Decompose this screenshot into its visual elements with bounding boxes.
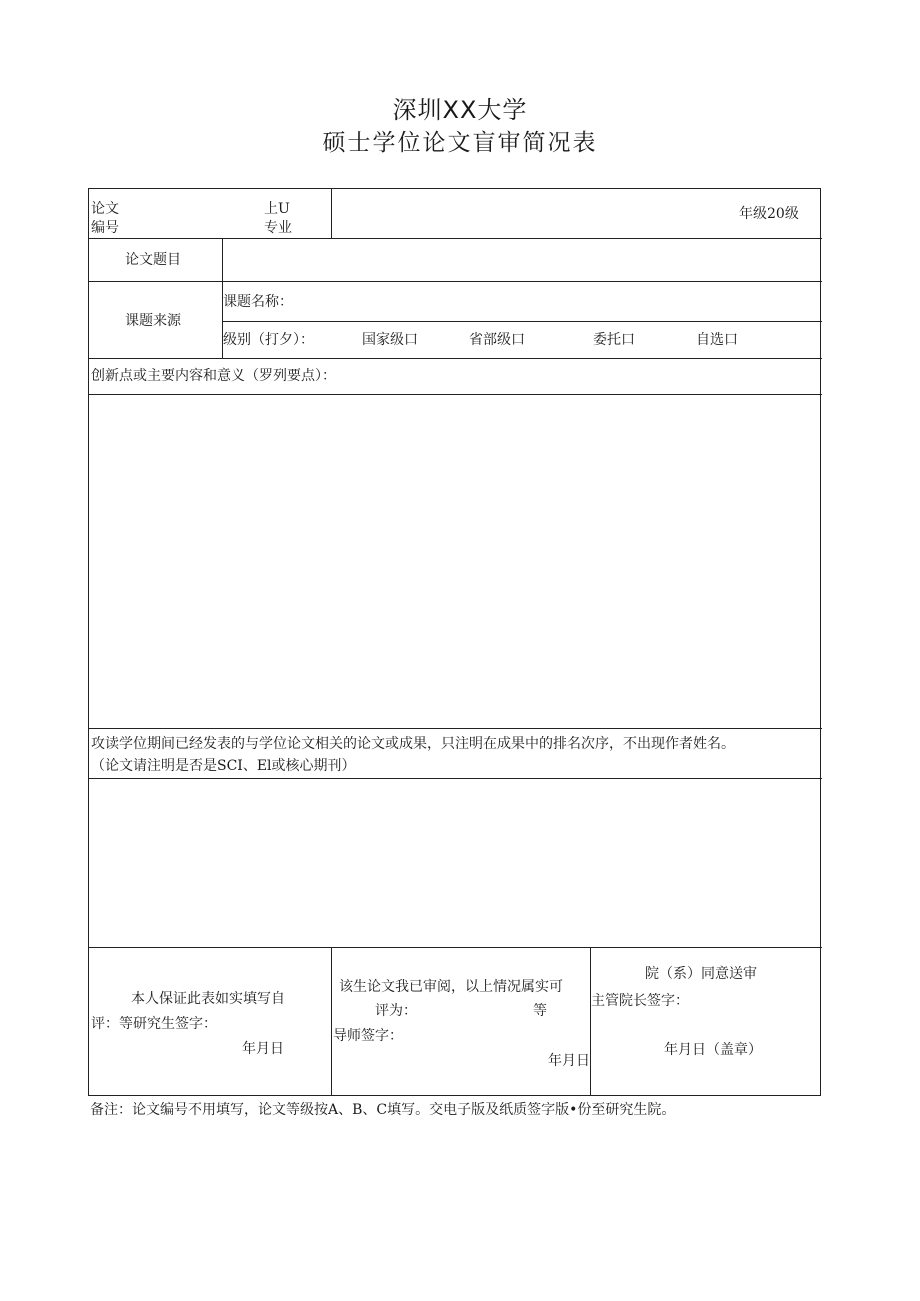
- publications-line1: 攻读学位期间已经发表的与学位论文相关的论文或成果，只注明在成果中的排名次序，不出现作者姓名。: [91, 736, 735, 752]
- col-divider: [331, 947, 332, 1095]
- student-declaration-line2: 评：等研究生签字：: [91, 1016, 217, 1032]
- level-option-national[interactable]: 国家级口: [362, 332, 418, 348]
- row-divider: [222, 321, 822, 322]
- student-date: 年月日: [242, 1041, 284, 1057]
- advisor-review-line1: 该生论文我已审阅，以上情况属实可: [339, 979, 563, 995]
- topic-name-label: 课题名称：: [223, 294, 293, 310]
- row-divider: [89, 947, 822, 948]
- dean-approval-line1: 院（系）同意送审: [645, 966, 757, 982]
- level-label: 级别（打夕）：: [223, 332, 314, 348]
- col-divider: [331, 189, 332, 238]
- footnote: 备注：论文编号不用填写，论文等级按A、B、C填写。交电子版及纸质签字版•份至研究生院。: [90, 1102, 676, 1118]
- row-divider: [89, 778, 822, 779]
- review-form: [88, 188, 821, 1096]
- row-divider: [89, 238, 822, 239]
- level-option-commissioned[interactable]: 委托口: [593, 332, 635, 348]
- level-option-self-selected[interactable]: 自选口: [696, 332, 738, 348]
- row-divider: [89, 281, 822, 282]
- row-divider: [89, 358, 822, 359]
- publications-line2: （论文请注明是否是SCI、El或核心期刊）: [91, 758, 356, 774]
- advisor-grade-suffix: 等: [533, 1003, 547, 1019]
- number-label: 编号: [91, 220, 119, 236]
- shang-u-label: 上U: [264, 201, 290, 217]
- advisor-grade-label: 评为：: [375, 1003, 417, 1019]
- topic-source-label: 课题来源: [125, 313, 181, 329]
- dean-date-seal: 年月日（盖章）: [664, 1042, 762, 1058]
- form-title: 硕士学位论文盲审简况表: [322, 130, 598, 156]
- grade-label: 年级20级: [739, 206, 799, 222]
- page-title: 深圳XX大学: [392, 96, 528, 124]
- row-divider: [89, 394, 822, 395]
- advisor-date: 年月日: [548, 1053, 590, 1069]
- student-declaration-line1: 本人保证此表如实填写自: [131, 991, 285, 1007]
- row-divider: [89, 728, 822, 729]
- col-divider: [590, 947, 591, 1095]
- thesis-label: 论文: [91, 201, 119, 217]
- advisor-signature-label: 导师签字：: [333, 1028, 403, 1044]
- level-option-provincial[interactable]: 省部级口: [469, 332, 525, 348]
- thesis-title-label: 论文题目: [125, 252, 181, 268]
- dean-signature-label: 主管院长签字：: [591, 993, 689, 1009]
- major-label: 专业: [264, 220, 292, 236]
- innovation-label: 创新点或主要内容和意义（罗列要点）：: [91, 368, 336, 384]
